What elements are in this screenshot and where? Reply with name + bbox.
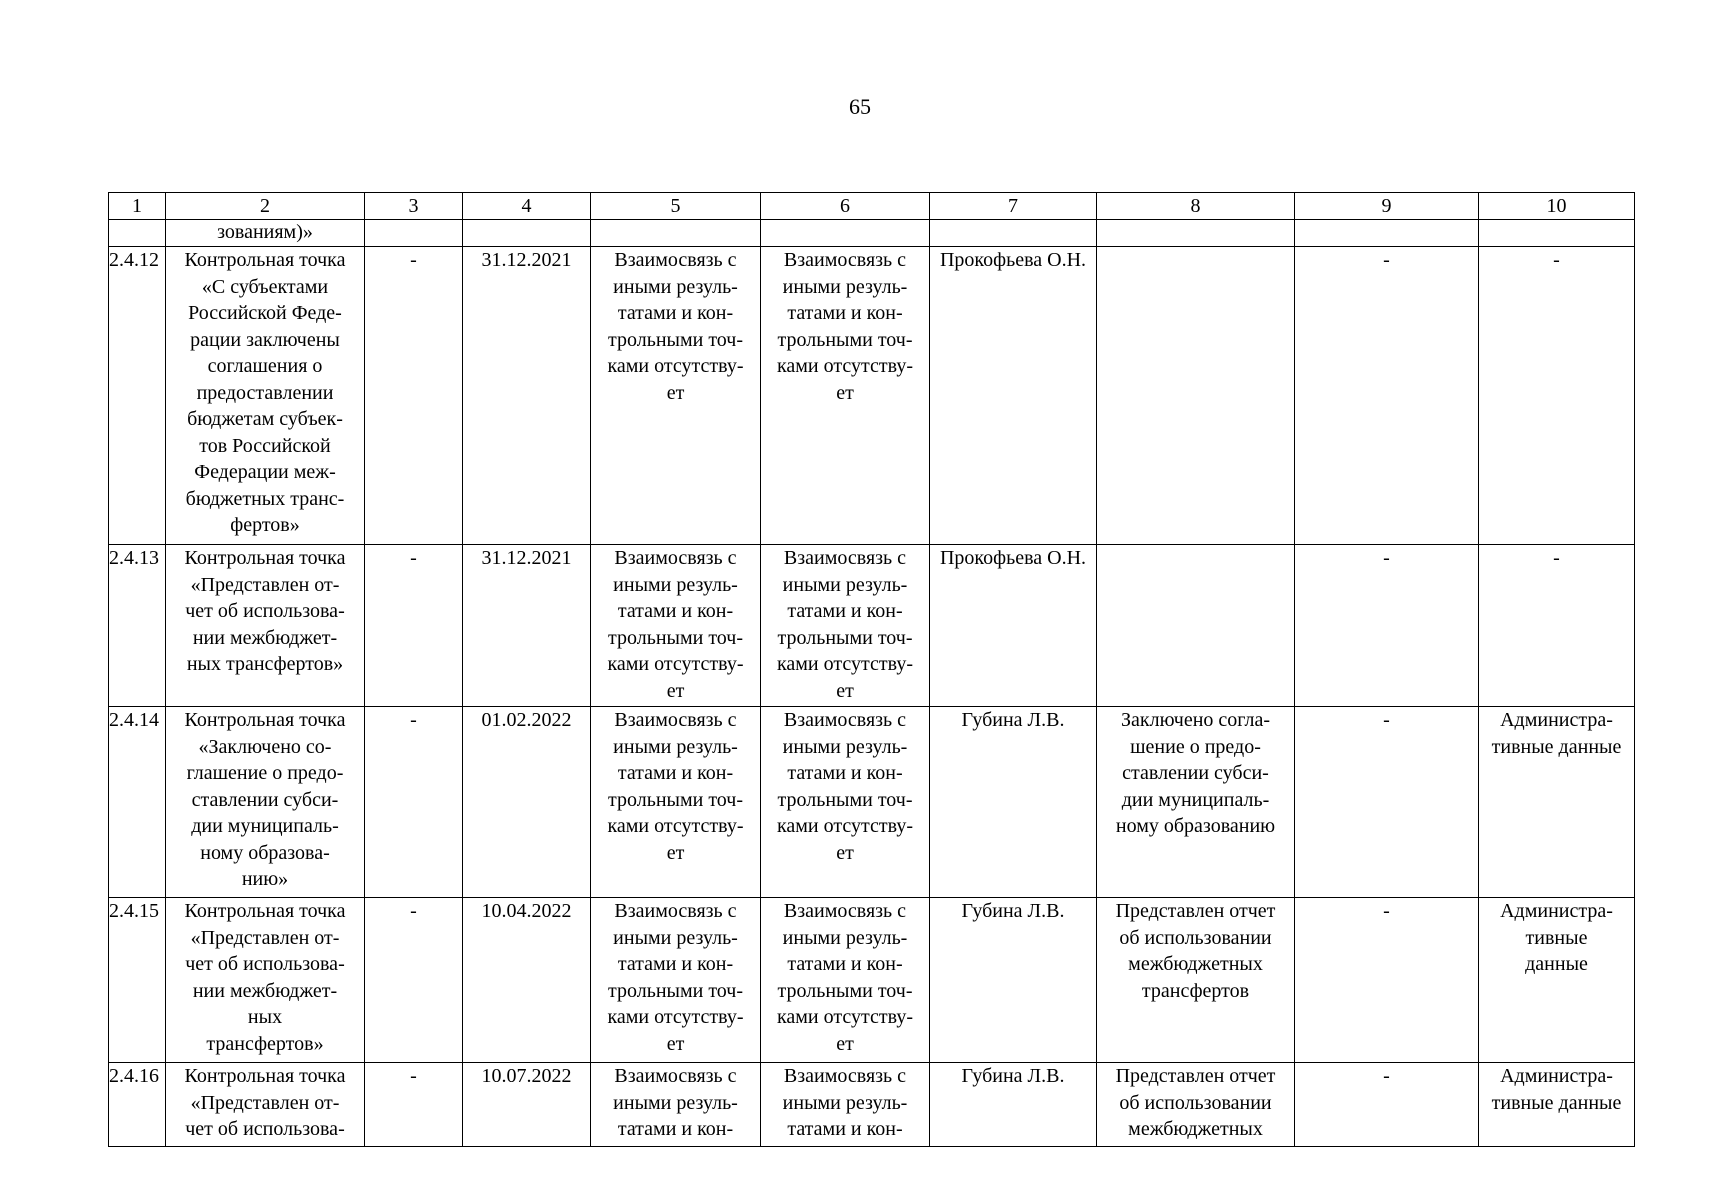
row-number-cell: 2.4.16 xyxy=(109,1063,166,1147)
table-cell: - xyxy=(365,707,463,898)
responsible-cell: Прокофьева О.Н. xyxy=(930,545,1097,707)
source-cell: Администра- тивные данные xyxy=(1479,898,1635,1063)
table-cell: - xyxy=(1295,707,1479,898)
column-number-header: 8 xyxy=(1097,193,1295,220)
row-number-cell: 2.4.14 xyxy=(109,707,166,898)
date-cell: 10.07.2022 xyxy=(463,1063,591,1147)
table-cell xyxy=(365,220,463,247)
table-cell xyxy=(1479,220,1635,247)
date-cell: 01.02.2022 xyxy=(463,707,591,898)
event-name-cell: зованиям)» xyxy=(166,220,365,247)
result-cell: Представлен отчет об использовании межбюджетных трансфертов xyxy=(1097,898,1295,1063)
event-name-cell: Контрольная точка «Представлен от- чет об использова- нии межбюджет- ных трансфертов» xyxy=(166,898,365,1063)
date-cell: 10.04.2022 xyxy=(463,898,591,1063)
column-number-header: 2 xyxy=(166,193,365,220)
responsible-cell: Губина Л.В. xyxy=(930,898,1097,1063)
responsible-cell: Губина Л.В. xyxy=(930,1063,1097,1147)
column-number-header: 7 xyxy=(930,193,1097,220)
source-cell: - xyxy=(1479,247,1635,545)
event-name-cell: Контрольная точка «С субъектами Российской Феде- рации заключены соглашения о предоставлении бюджетам субъек- тов Российской Федерации меж- бюджетных транс- фертов» xyxy=(166,247,365,545)
row-number-cell xyxy=(109,220,166,247)
responsible-cell: Губина Л.В. xyxy=(930,707,1097,898)
table-row xyxy=(109,707,1635,898)
result-cell: Представлен отчет об использовании межбюджетных xyxy=(1097,1063,1295,1147)
event-name-cell: Контрольная точка «Представлен от- чет об использова- нии межбюджет- ных трансфертов» xyxy=(166,545,365,707)
source-cell: Администра- тивные данные xyxy=(1479,707,1635,898)
table-cell: - xyxy=(365,898,463,1063)
date-cell: 31.12.2021 xyxy=(463,247,591,545)
table-row xyxy=(109,545,1635,707)
table-header-row xyxy=(109,193,1635,220)
relation-cell: Взаимосвязь с иными резуль- татами и кон- трольными точ- ками отсутству- ет xyxy=(591,898,761,1063)
table-cell: - xyxy=(365,1063,463,1147)
table-cell: - xyxy=(365,545,463,707)
responsible-cell: Прокофьева О.Н. xyxy=(930,247,1097,545)
table-cell xyxy=(1295,220,1479,247)
column-number-header: 10 xyxy=(1479,193,1635,220)
responsible-cell xyxy=(930,220,1097,247)
event-name-cell: Контрольная точка «Заключено со- глашение о предо- ставлении субси- дии муниципаль- ному образова- нию» xyxy=(166,707,365,898)
relation-cell: Взаимосвязь с иными резуль- татами и кон- трольными точ- ками отсутству- ет xyxy=(761,545,930,707)
relation-cell: Взаимосвязь с иными резуль- татами и кон- xyxy=(591,1063,761,1147)
event-name-cell: Контрольная точка «Представлен от- чет об использова- xyxy=(166,1063,365,1147)
column-number-header: 9 xyxy=(1295,193,1479,220)
relation-cell: Взаимосвязь с иными резуль- татами и кон- трольными точ- ками отсутству- ет xyxy=(761,707,930,898)
row-number-cell: 2.4.12 xyxy=(109,247,166,545)
control-points-table xyxy=(108,192,1635,1147)
table-cell xyxy=(1097,220,1295,247)
column-number-header: 4 xyxy=(463,193,591,220)
result-cell: Заключено согла- шение о предо- ставлении субси- дии муниципаль- ному образованию xyxy=(1097,707,1295,898)
table-cell: - xyxy=(1295,898,1479,1063)
relation-cell: Взаимосвязь с иными резуль- татами и кон- трольными точ- ками отсутству- ет xyxy=(761,898,930,1063)
table-cell xyxy=(591,220,761,247)
date-cell: 31.12.2021 xyxy=(463,545,591,707)
table-row xyxy=(109,1063,1635,1147)
relation-cell: Взаимосвязь с иными резуль- татами и кон- трольными точ- ками отсутству- ет xyxy=(761,247,930,545)
column-number-header: 5 xyxy=(591,193,761,220)
relation-cell: Взаимосвязь с иными резуль- татами и кон- трольными точ- ками отсутству- ет xyxy=(591,545,761,707)
table-row xyxy=(109,898,1635,1063)
table-cell: - xyxy=(1295,247,1479,545)
relation-cell: Взаимосвязь с иными резуль- татами и кон- трольными точ- ками отсутству- ет xyxy=(591,707,761,898)
source-cell: - xyxy=(1479,545,1635,707)
relation-cell: Взаимосвязь с иными резуль- татами и кон- xyxy=(761,1063,930,1147)
result-cell xyxy=(1097,247,1295,545)
table-cell xyxy=(761,220,930,247)
table-cell: - xyxy=(1295,1063,1479,1147)
row-number-cell: 2.4.13 xyxy=(109,545,166,707)
table-cell: - xyxy=(1295,545,1479,707)
page-number: 65 xyxy=(849,94,871,119)
column-number-header: 1 xyxy=(109,193,166,220)
column-number-header: 6 xyxy=(761,193,930,220)
source-cell: Администра- тивные данные xyxy=(1479,1063,1635,1147)
table-row xyxy=(109,247,1635,545)
column-number-header: 3 xyxy=(365,193,463,220)
date-cell xyxy=(463,220,591,247)
relation-cell: Взаимосвязь с иными резуль- татами и кон- трольными точ- ками отсутству- ет xyxy=(591,247,761,545)
result-cell xyxy=(1097,545,1295,707)
table-cell: - xyxy=(365,247,463,545)
row-number-cell: 2.4.15 xyxy=(109,898,166,1063)
table-row xyxy=(109,220,1635,247)
